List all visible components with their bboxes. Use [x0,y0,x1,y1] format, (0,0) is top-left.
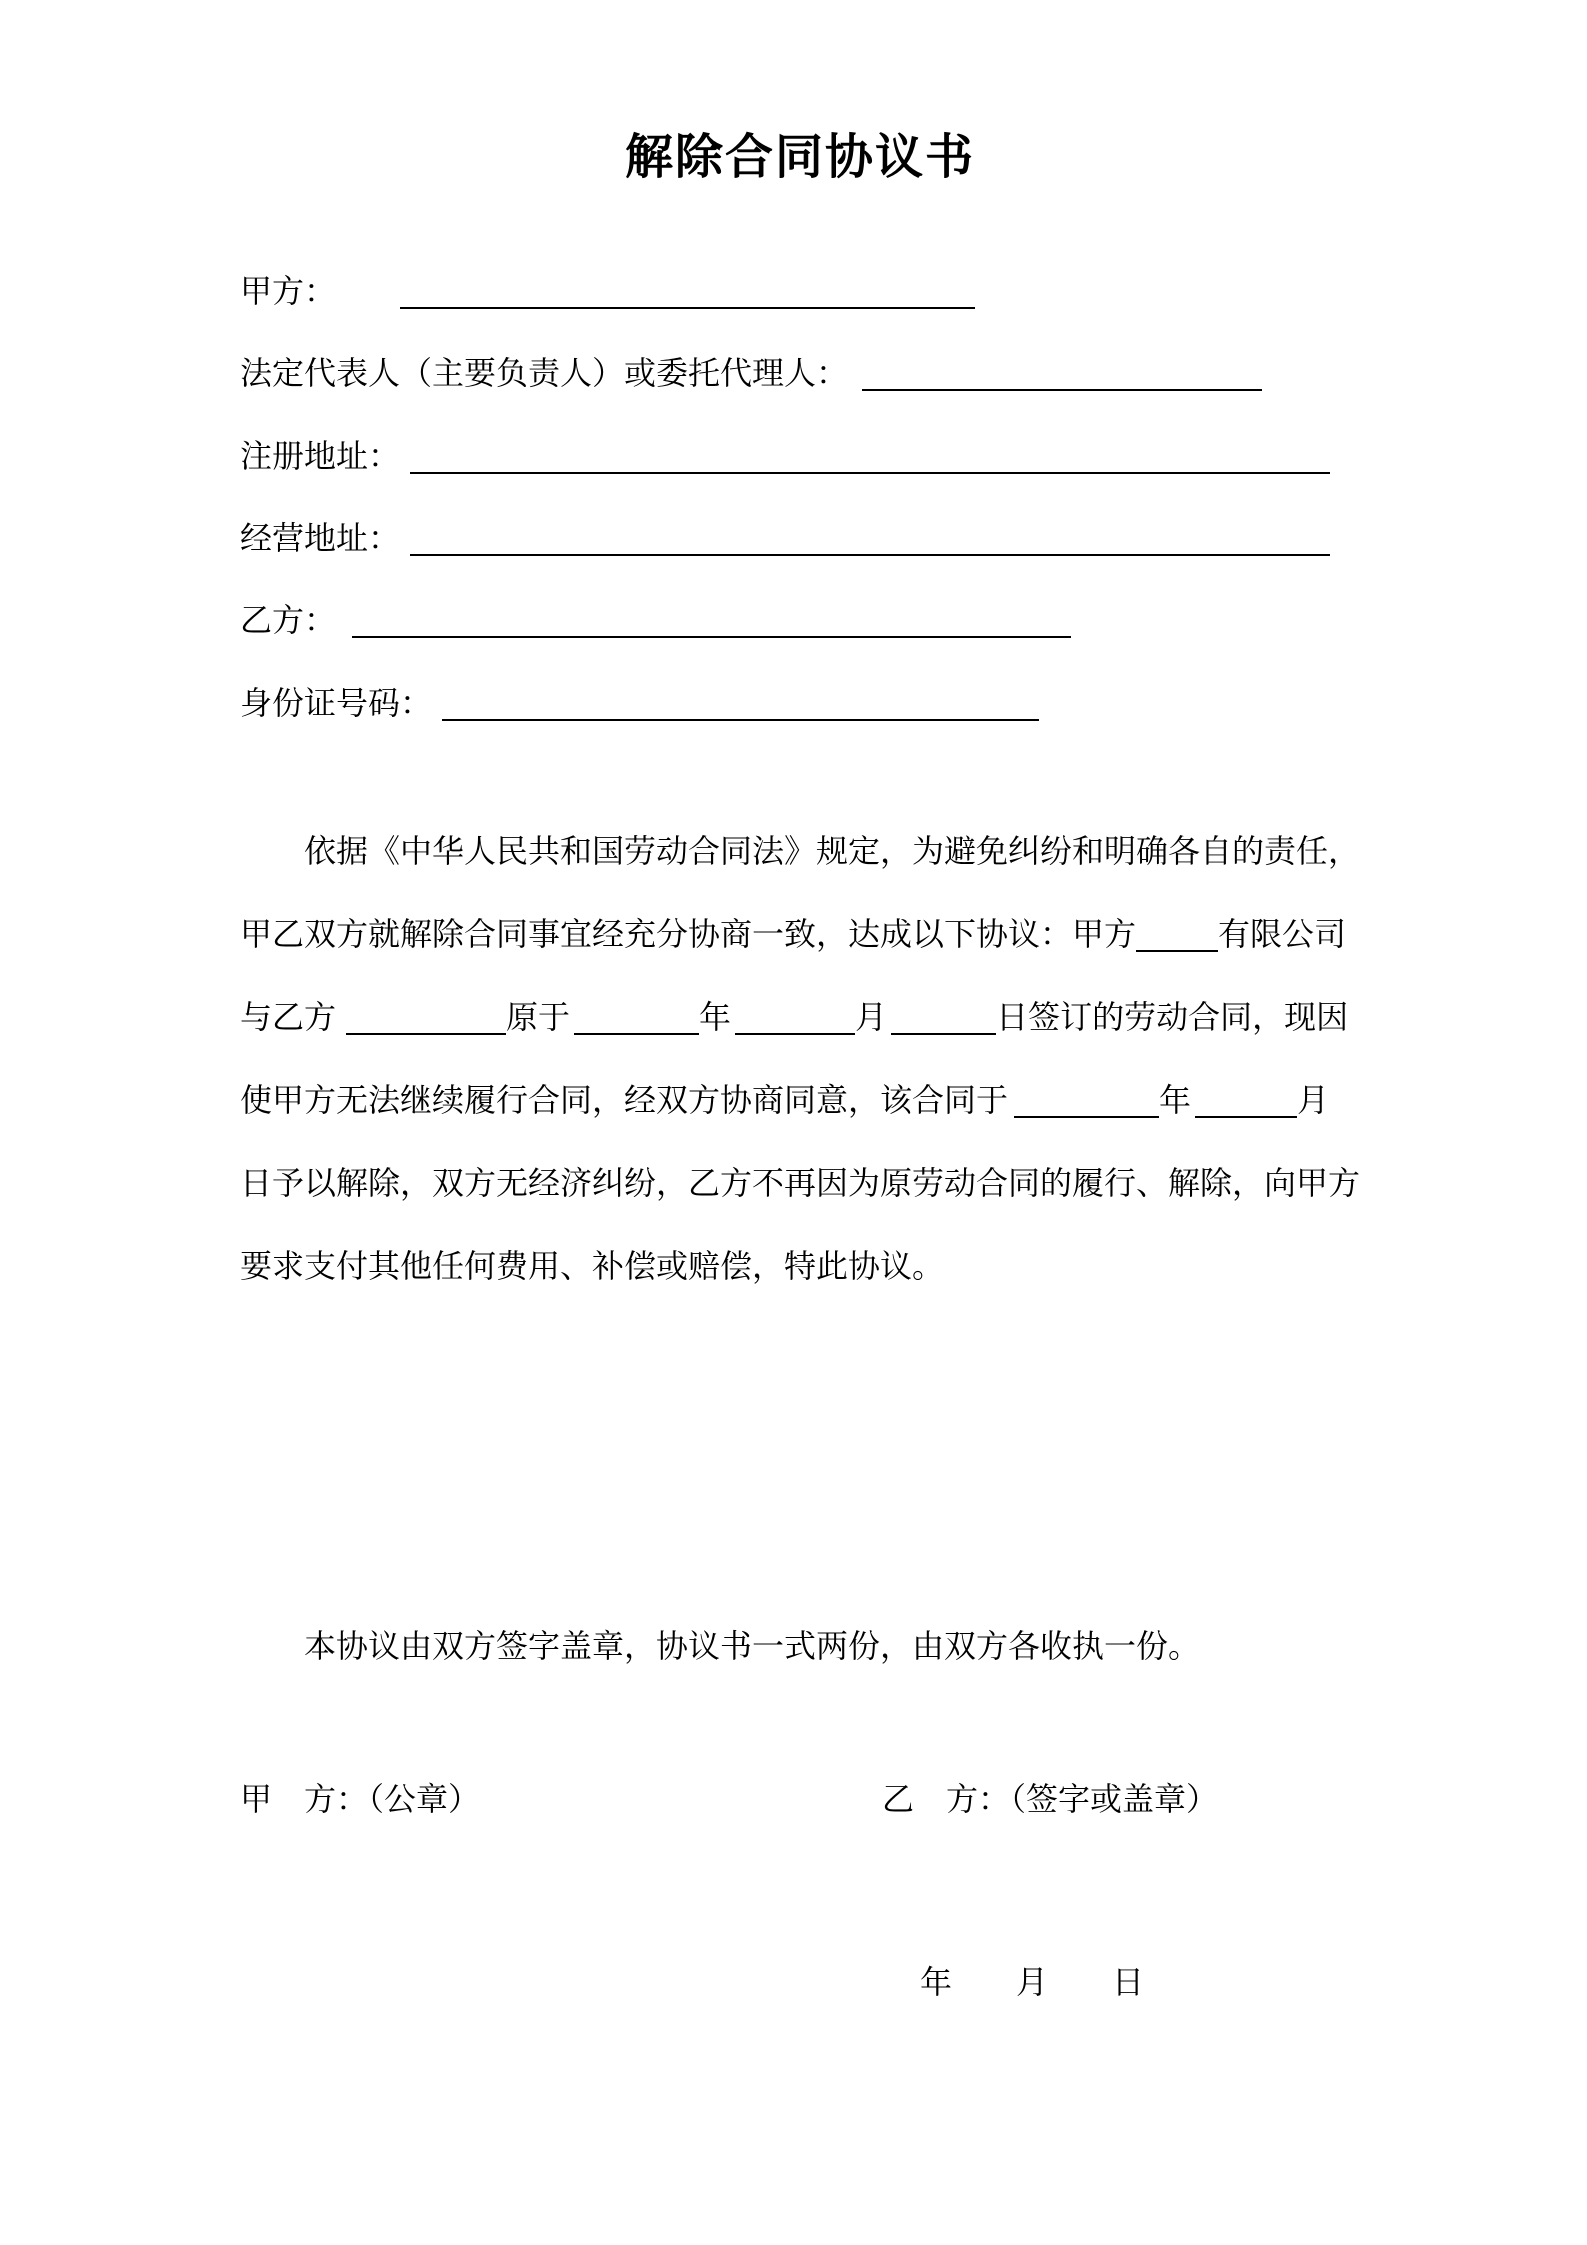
paragraph-line-2 [240,918,1346,950]
blank-underline [735,1004,855,1035]
text-run: 年 [699,999,732,1035]
blank-underline [1136,921,1218,952]
text-run: 甲乙双方就解除合同事宜经充分协商一致，达成以下协议：甲方 [240,916,1137,952]
field-row-party-b [240,604,1071,636]
blank-underline [346,1004,506,1035]
text-run: 日签订的劳动合同，现因 [996,999,1349,1035]
field-row-registered-address [240,440,1330,472]
blank-underline [352,607,1071,638]
text-run: 月 [1297,1082,1330,1118]
field-label: 身份证号码： [240,685,433,721]
paragraph-line-4 [240,1084,1329,1116]
blank-underline [400,278,975,309]
blank-underline [574,1004,699,1035]
blank-underline [1014,1087,1159,1118]
field-row-id-number [240,687,1039,719]
field-label: 乙方： [240,602,337,638]
text-run: 原于 [506,999,571,1035]
field-row-business-address [240,522,1330,554]
text-run: 有限公司 [1218,916,1347,952]
text-run: 依据《中华人民共和国劳动合同法》规定，为避免纠纷和明确各自的责任， [240,833,1361,869]
text-run: 月 [855,999,888,1035]
paragraph-line-5 [240,1167,1360,1199]
signature-party-b: 乙 方：（签字或盖章） [882,1781,1219,1817]
blank-underline [891,1004,996,1035]
text-run: 与乙方 [240,999,337,1035]
paragraph-line-3 [240,1001,1348,1033]
field-row-legal-representative [240,357,1262,389]
text-run: 日予以解除，双方无经济纠纷，乙方不再因为原劳动合同的履行、解除，向甲方 [240,1165,1361,1201]
paragraph-line-1 [240,835,1360,867]
field-label: 注册地址： [240,438,401,474]
field-label: 经营地址： [240,520,401,556]
field-row-party-a [240,275,975,307]
text-run: 使甲方无法继续履行合同，经双方协商同意，该合同于 [240,1082,1009,1118]
blank-underline [862,360,1262,391]
blank-underline [410,443,1330,474]
text-run: 要求支付其他任何费用、补偿或赔偿，特此协议。 [240,1248,945,1284]
closing-line: 本协议由双方签字盖章，协议书一式两份，由双方各收执一份。 [240,1628,1201,1664]
blank-underline [410,525,1330,556]
document-title: 解除合同协议书 [624,131,975,184]
field-label: 甲方： [240,273,337,309]
field-label: 法定代表人（主要负责人）或委托代理人： [240,355,849,391]
blank-underline [442,690,1039,721]
text-run: 年 [1159,1082,1192,1118]
date-line: 年 月 日 [920,1964,1145,2000]
signature-party-a: 甲 方：（公章） [240,1781,481,1817]
blank-underline [1195,1087,1297,1118]
paragraph-line-6 [240,1250,944,1282]
